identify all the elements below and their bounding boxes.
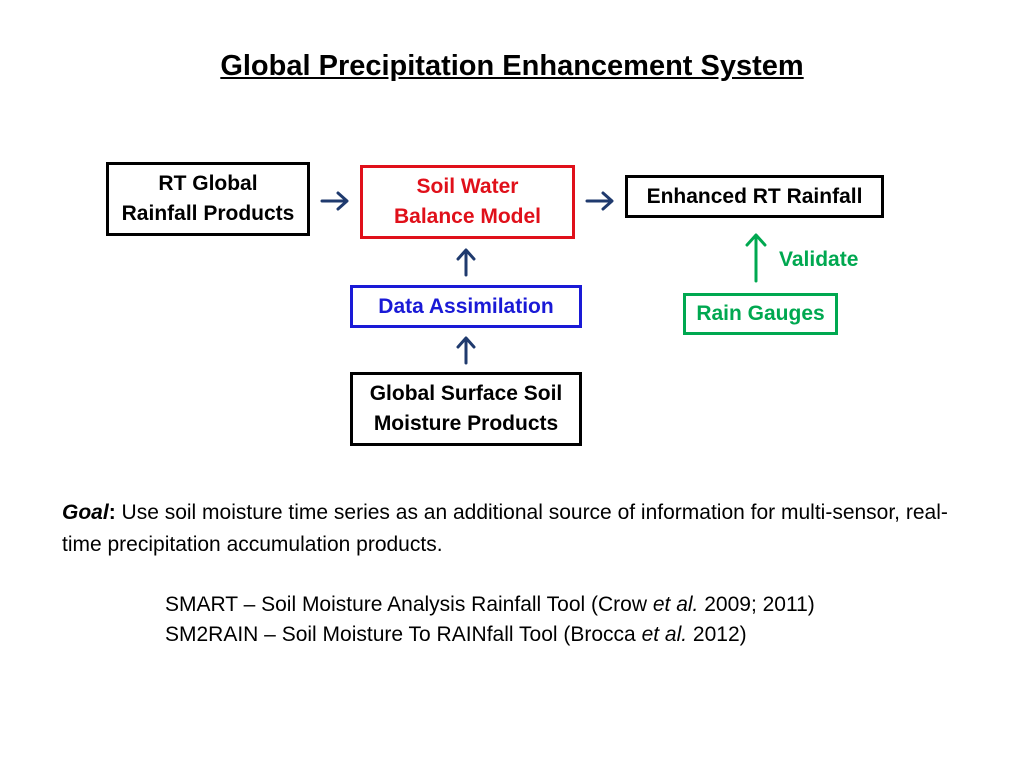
data-assimilation-label: Data Assimilation (378, 294, 554, 318)
arrow-right-icon (322, 193, 347, 209)
reference-etal: et al. (641, 623, 688, 646)
goal-colon: : (108, 501, 116, 524)
enhanced-rt-label: Enhanced RT Rainfall (646, 184, 863, 208)
reference-text: SMART – Soil Moisture Analysis Rainfall Tool (Crow (165, 593, 653, 616)
validate-label: Validate (779, 248, 859, 271)
reference-item (165, 590, 965, 620)
swb-line1: Soil Water (416, 175, 519, 198)
reference-year: 2012) (687, 623, 747, 646)
rain-gauges-box (683, 293, 838, 335)
arrow-up-icon (458, 250, 474, 275)
rt-global-line1: RT Global (158, 172, 258, 195)
rt-global-line2: Rainfall Products (121, 202, 295, 225)
arrow-up-icon (458, 338, 474, 363)
rain-gauges-label: Rain Gauges (696, 302, 825, 325)
reference-etal: et al. (652, 593, 699, 616)
goal-text: Use soil moisture time series as an additional source of information for multi-sensor, real-time precipitation accumulation products. (62, 501, 948, 556)
swb-line2: Balance Model (393, 205, 542, 228)
reference-year: 2009; 2011) (698, 593, 815, 616)
goal-paragraph (62, 497, 962, 561)
data-assimilation-box (350, 285, 582, 328)
references (165, 590, 965, 650)
enhanced-rt-rainfall-box (625, 175, 884, 218)
gssm-line1: Global Surface Soil (369, 382, 563, 405)
goal-label: Goal (62, 501, 109, 524)
rt-global-rainfall-box (106, 162, 310, 236)
reference-item (165, 620, 965, 650)
gssm-line2: Moisture Products (373, 412, 559, 435)
page-title: Global Precipitation Enhancement System (220, 50, 804, 82)
validate-arrow-up-icon (747, 235, 765, 281)
global-surface-soil-moisture-box (350, 372, 582, 446)
soil-water-balance-box (360, 165, 575, 239)
reference-text: SM2RAIN – Soil Moisture To RAINfall Tool (Brocca (165, 623, 642, 646)
arrow-right-icon (587, 193, 612, 209)
